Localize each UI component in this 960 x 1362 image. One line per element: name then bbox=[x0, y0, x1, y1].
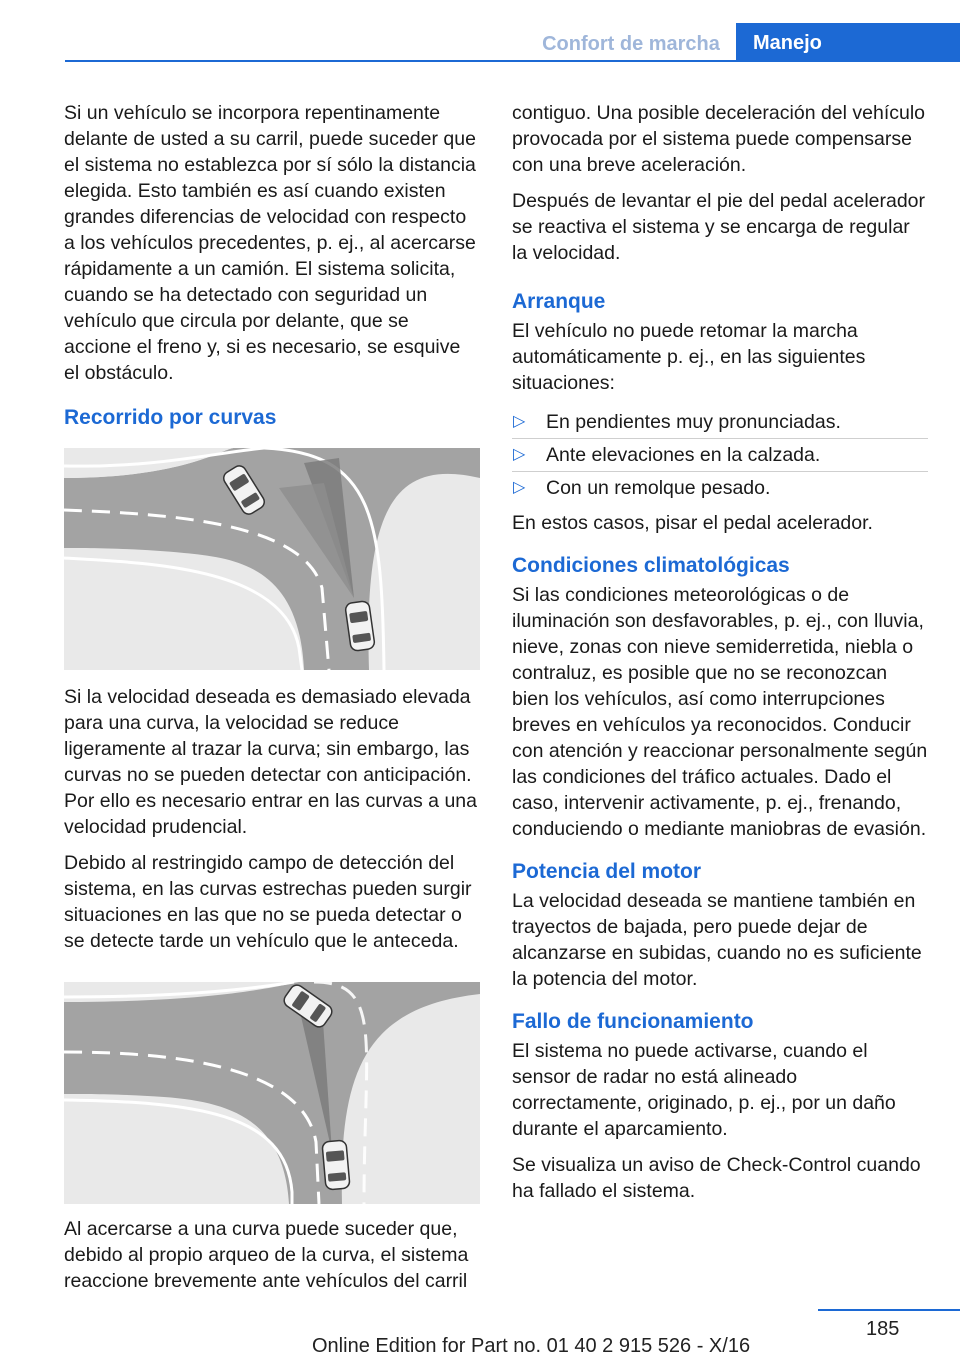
curve-diagram-2 bbox=[64, 982, 480, 1204]
paragraph-start: El vehículo no puede retomar la marcha automáticamente p. ej., en las siguientes situaciones: bbox=[512, 320, 866, 394]
list-item bbox=[512, 472, 928, 504]
list-item bbox=[512, 406, 928, 439]
paragraph-weather: Si las condiciones meteorológicas o de iluminación son desfavorables, p. ej., con lluvia, nieve, zonas con nieve semiderretida, niebla o contraluz, es posible que no se reconozcan bien los vehículos, así como interrupciones breves en vehículos ya reconocidos. Conducir con atención y reaccionar personalmente según las condiciones del tráfico actuales. Dado el caso, intervenir activamente, p. ej., frenando, conduciendo o mediante maniobras de evasión. bbox=[512, 584, 928, 840]
paragraph-accelerator-release: Después de levantar el pie del pedal acelerador se reactiva el sistema y se encarga de regular la velocidad. bbox=[512, 190, 926, 264]
section-tab: Confort de marcha bbox=[542, 33, 720, 55]
list-item-text: Ante elevaciones en la calzada. bbox=[546, 444, 821, 466]
paragraph-adjacent-lane: contiguo. Una posible deceleración del vehículo provocada por el sistema puede compensarse con una breve aceleración. bbox=[512, 102, 926, 176]
list-item bbox=[512, 439, 928, 472]
triangle-bullet-icon: ▷ bbox=[513, 413, 526, 430]
heading-weather: Condiciones climatológicas bbox=[512, 554, 790, 577]
left-column bbox=[64, 100, 480, 1304]
paragraph-approaching-curve: Al acercarse a una curva puede suceder que, debido al propio arqueo de la curva, el sistema reaccione brevemente ante vehículos del carril bbox=[64, 1218, 469, 1292]
paragraph-detection-field: Debido al restringido campo de detección del sistema, en las curvas estrechas pueden surgir situaciones en las que no se pueda detectar o se detecte tarde un vehículo que le anteceda. bbox=[64, 852, 472, 952]
triangle-bullet-icon: ▷ bbox=[513, 479, 526, 496]
triangle-bullet-icon: ▷ bbox=[513, 446, 526, 463]
chapter-tab: Manejo bbox=[736, 23, 960, 62]
curve-illustration-1 bbox=[64, 448, 480, 670]
list-item-text: Con un remolque pesado. bbox=[546, 477, 771, 499]
header-rule bbox=[65, 60, 960, 62]
paragraph-engine-power: La velocidad deseada se mantiene también en trayectos de bajada, pero puede dejar de alcanzarse en subidas, cuando no es suficiente la potencia del motor. bbox=[512, 890, 922, 990]
heading-start: Arranque bbox=[512, 290, 606, 313]
paragraph-radar-sensor: El sistema no puede activarse, cuando el sensor de radar no está alineado correctamente, originado, p. ej., por un daño durante el aparcamiento. bbox=[512, 1040, 896, 1140]
paragraph-sudden-vehicle: Si un vehículo se incorpora repentinamente delante de usted a su carril, puede suceder que el sistema no establezca por sí sólo la distancia elegida. Esto también es así cuando existen grandes diferencias de velocidad con respecto a los vehículos precedentes, p. ej., al acercarse rápidamente a un camión. El sistema solicita, cuando se ha detectado con seguridad un vehículo que circula por delante, que se accione el freno y, si es necesario, se esquive el obstáculo. bbox=[64, 102, 476, 384]
paragraph-speed-curve: Si la velocidad deseada es demasiado elevada para una curva, la velocidad se reduce ligeramente al trazar la curva; sin embargo, las curvas no se pueden detectar con anticipación. Por ello es necesario entrar en las curvas a una velocidad prudencial. bbox=[64, 686, 477, 838]
heading-malfunction: Fallo de funcionamiento bbox=[512, 1010, 754, 1033]
paragraph-press-accelerator: En estos casos, pisar el pedal acelerador. bbox=[512, 512, 873, 534]
page-number: 185 bbox=[866, 1318, 900, 1340]
edition-note: Online Edition for Part no. 01 40 2 915 526 - X/16 bbox=[312, 1335, 751, 1357]
list-item-text: En pendientes muy pronunciadas. bbox=[546, 411, 841, 433]
paragraph-check-control: Se visualiza un aviso de Check-Control cuando ha fallado el sistema. bbox=[512, 1154, 921, 1202]
curve-illustration-2 bbox=[64, 982, 480, 1204]
footer-rule bbox=[818, 1309, 960, 1311]
situations-list bbox=[512, 406, 928, 504]
heading-curves: Recorrido por curvas bbox=[64, 406, 277, 429]
heading-engine-power: Potencia del motor bbox=[512, 860, 702, 883]
curve-diagram-1 bbox=[64, 448, 480, 670]
right-column bbox=[512, 100, 928, 1214]
